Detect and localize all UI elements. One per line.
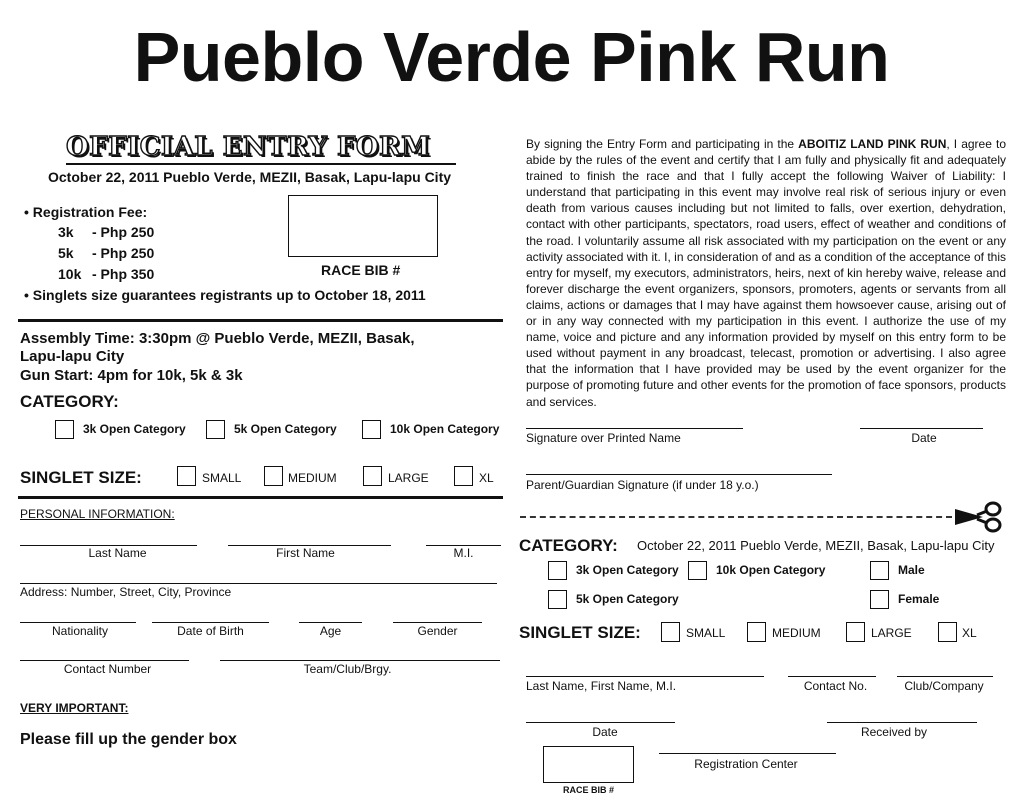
gender-label: Gender [417,624,458,638]
team-line[interactable] [220,660,500,661]
stub-category-heading: CATEGORY: [519,536,618,555]
stub-singlet-small-label: SMALL [686,626,726,640]
singlet-note: • Singlets size guarantees registrants up to October 18, 2011 [24,287,426,303]
contact-label: Contact Number [63,662,152,676]
gender-line[interactable] [393,622,482,623]
stub-contact-line[interactable] [788,676,876,677]
stub-category-5k-label: 5k Open Category [576,592,679,606]
section-divider [18,496,503,499]
assembly-time: Assembly Time: 3:30pm @ Pueblo Verde, MEZII, Basak, [20,330,415,347]
fee-distance: 5k [58,245,74,261]
stub-singlet-medium-checkbox[interactable] [747,622,766,642]
stub-category-3k-label: 3k Open Category [576,563,679,577]
event-line: October 22, 2011 Pueblo Verde, MEZII, Basak, Lapu-lapu City [48,169,452,185]
stub-category-3k-checkbox[interactable] [548,561,567,580]
event-name-bold: ABOITIZ LAND PINK RUN [798,137,947,151]
category-5k-checkbox[interactable] [206,420,225,439]
age-line[interactable] [299,622,362,623]
stub-received-line[interactable] [827,722,977,723]
singlet-xl-label: XL [479,471,494,485]
waiver-date-line[interactable] [860,428,983,429]
stub-received-label: Received by [860,725,928,739]
stub-male-checkbox[interactable] [870,561,889,580]
age-label: Age [319,624,342,638]
race-bib-label: RACE BIB # [321,262,401,278]
race-bib-box[interactable] [288,195,438,257]
personal-info-heading: PERSONAL INFORMATION: [20,507,175,521]
entry-form-heading: OFFICIAL ENTRY FORM [66,132,431,162]
stub-singlet-small-checkbox[interactable] [661,622,680,642]
fee-price: - Php 250 [92,224,155,240]
category-3k-checkbox[interactable] [55,420,74,439]
registration-center-line[interactable] [659,753,836,754]
stub-category-5k-checkbox[interactable] [548,590,567,609]
section-divider [18,319,503,322]
category-heading: CATEGORY: [20,392,119,411]
fee-distance: 10k [58,266,82,282]
waiver-date-label: Date [911,431,937,445]
guardian-label: Parent/Guardian Signature (if under 18 y.o.) [526,478,759,492]
gun-start: Gun Start: 4pm for 10k, 5k & 3k [20,367,243,384]
heading-underline [66,163,456,165]
stub-female-checkbox[interactable] [870,590,889,609]
registration-center-label: Registration Center [694,757,798,771]
stub-category-10k-label: 10k Open Category [716,563,826,577]
stub-club-line[interactable] [897,676,993,677]
address-line[interactable] [20,583,497,584]
category-3k-label: 3k Open Category [83,422,186,436]
singlet-heading: SINGLET SIZE: [20,468,142,487]
address-label: Address: Number, Street, City, Province [20,585,232,599]
fee-price: - Php 350 [92,266,155,282]
singlet-large-checkbox[interactable] [363,466,382,486]
stub-event-line: October 22, 2011 Pueblo Verde, MEZII, Basak, Lapu-lapu City [637,538,995,553]
stub-date-line[interactable] [526,722,675,723]
last-name-label: Last Name [88,546,147,560]
gender-note: Please fill up the gender box [20,731,237,748]
stub-race-bib-box[interactable] [543,746,634,783]
singlet-medium-label: MEDIUM [288,471,337,485]
first-name-label: First Name [276,546,335,560]
scissors-icon [953,501,1003,533]
singlet-large-label: LARGE [388,471,429,485]
team-label: Team/Club/Brgy. [303,662,392,676]
stub-singlet-large-label: LARGE [871,626,912,640]
waiver-text-start: By signing the Entry Form and participating in the [526,137,799,151]
stub-name-label: Last Name, First Name, M.I. [526,679,677,693]
stub-singlet-xl-label: XL [962,626,977,640]
stub-date-label: Date [592,725,618,739]
stub-category-10k-checkbox[interactable] [688,561,707,580]
singlet-small-label: SMALL [202,471,242,485]
stub-female-label: Female [898,592,940,606]
stub-singlet-large-checkbox[interactable] [846,622,865,642]
stub-contact-label: Contact No. [803,679,868,693]
dob-label: Date of Birth [177,624,244,638]
cut-line [520,516,952,518]
singlet-medium-checkbox[interactable] [264,466,283,486]
stub-singlet-xl-checkbox[interactable] [938,622,957,642]
stub-name-line[interactable] [526,676,764,677]
stub-club-label: Club/Company [904,679,984,693]
dob-line[interactable] [152,622,269,623]
stub-singlet-medium-label: MEDIUM [772,626,821,640]
category-10k-label: 10k Open Category [390,422,500,436]
waiver-text [526,136,1006,410]
category-10k-checkbox[interactable] [362,420,381,439]
signature-label: Signature over Printed Name [526,431,681,445]
very-important-heading: VERY IMPORTANT: [20,701,129,715]
category-5k-label: 5k Open Category [234,422,337,436]
contact-line[interactable] [20,660,189,661]
signature-line[interactable] [526,428,743,429]
singlet-xl-checkbox[interactable] [454,466,473,486]
singlet-small-checkbox[interactable] [177,466,196,486]
fee-price: - Php 250 [92,245,155,261]
nationality-label: Nationality [51,624,109,638]
waiver-text-rest: , I agree to abide by the rules of the event and certify that I am fully and physically fit and adequately trained to finish the race and that I fully accept the following Waiver of Liability: I understand that participating in this event may involve real risk of serious injury or even death from various causes including but not limited to falls, over exertion, dehydration, contact with other participants, spectators, road users, effect of weather and conditions of the road. I voluntarily assume all risk associated with my participation on the event or any activity associated with it. I, in consideration of and as a condition of the acceptance of this entry for myself, my executors, administrators, heirs, next of kin hereby waive, release and forever discharge the event organizers, sponsors, promoters, agents or servants from all claims, actions or damages that I may have against them howsoever cause, arising out of or in any way connected with my participation in this event. I authorize the use of my name, voice and picture and any information provided by myself on this entry form to be used without payment in any broadcast, telecast, promotion or advertising. I also agree that the information that I have provided may be used by the event organizer for the purpose of promoting future and other events for the promotion of face sponsors, products and services. [526,137,1006,409]
nationality-line[interactable] [20,622,136,623]
mi-label: M.I. [453,546,474,560]
stub-singlet-heading: SINGLET SIZE: [519,623,641,642]
page-title: Pueblo Verde Pink Run [133,18,890,96]
guardian-line[interactable] [526,474,832,475]
fee-distance: 3k [58,224,74,240]
assembly-place: Lapu-lapu City [20,348,125,365]
fee-heading: • Registration Fee: [24,204,148,220]
stub-male-label: Male [898,563,925,577]
stub-race-bib-label: RACE BIB # [563,785,615,795]
